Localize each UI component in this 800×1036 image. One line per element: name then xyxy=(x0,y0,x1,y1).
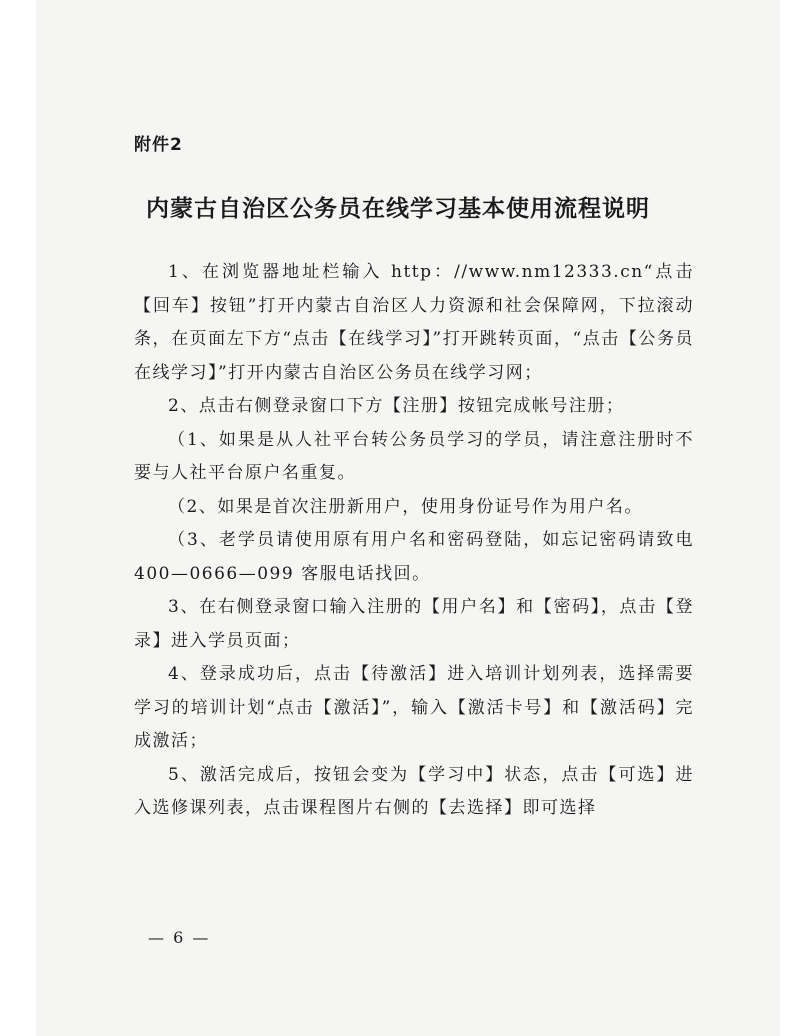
document-title: 内蒙古自治区公务员在线学习基本使用流程说明 xyxy=(146,196,650,222)
attachment-label: 附件2 xyxy=(134,135,183,155)
document-page xyxy=(36,0,780,1036)
paragraph-step-1: 1、在浏览器地址栏输入 http：//www.nm12333.cn“点击【回车】按钮”打开内蒙古自治区人力资源和社会保障网，下拉滚动条，在页面左下方“点击【在线学习】”打开跳转页面，“点击【公务员在线学习】”打开内蒙古自治区公务员在线学习网； xyxy=(134,262,694,383)
paragraph-step-3: 3、在右侧登录窗口输入注册的【用户名】和【密码】，点击【登录】进入学员页面； xyxy=(134,597,694,651)
paragraph-step-5: 5、激活完成后，按钮会变为【学习中】状态，点击【可选】进入选修课列表，点击课程图片右侧的【去选择】即可选择 xyxy=(134,764,694,818)
paragraph-note-2: （2、如果是首次注册新用户，使用身份证号作为用户名。 xyxy=(168,496,643,517)
paragraph-note-3: （3、老学员请使用原有用户名和密码登陆，如忘记密码请致电 400—0666—099 客服电话找回。 xyxy=(134,530,694,584)
paragraph-step-4: 4、登录成功后，点击【待激活】进入培训计划列表，选择需要学习的培训计划“点击【激活】”，输入【激活卡号】和【激活码】完成激活； xyxy=(134,664,694,751)
document-body xyxy=(134,256,694,826)
page-number: — 6 — xyxy=(148,928,211,947)
paragraph-step-2: 2、点击右侧登录窗口下方【注册】按钮完成帐号注册； xyxy=(168,396,625,416)
scan-border-right xyxy=(780,0,800,1036)
scan-border-left xyxy=(0,0,36,1036)
paragraph-note-1: （1、如果是从人社平台转公务员学习的学员，请注意注册时不要与人社平台原户名重复。 xyxy=(134,429,694,483)
